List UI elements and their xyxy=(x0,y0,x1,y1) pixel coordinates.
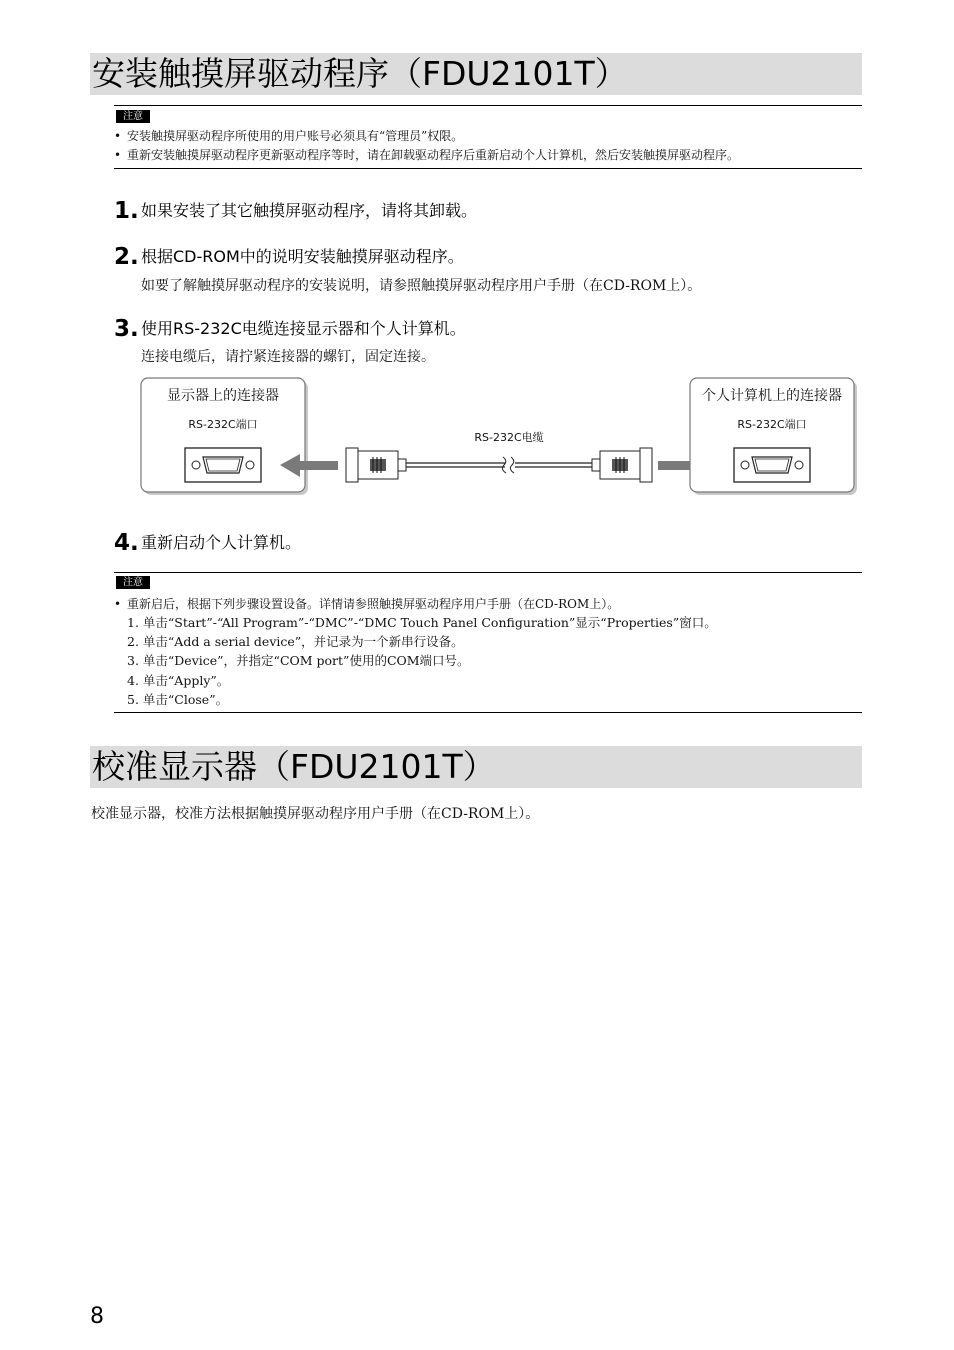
pc-port-label: RS-232C端口 xyxy=(737,418,807,431)
note-bottom-rule xyxy=(114,712,862,713)
step-text: 使用RS-232C电缆连接显示器和个人计算机。 xyxy=(141,319,466,338)
note-subitem: 2. 单击“Add a serial device”，并记录为一个新串行设备。 xyxy=(127,634,464,649)
note-item: • 安装触摸屏驱动程序所使用的用户账号必须具有“管理员”权限。 xyxy=(114,129,464,143)
cable-plug-right-icon xyxy=(592,448,652,482)
monitor-port-label: RS-232C端口 xyxy=(188,418,258,431)
note-item: • 重新启后，根据下列步骤设置设备。详情请参照触摸屏驱动程序用户手册（在CD-ROM上）。 xyxy=(114,597,620,611)
monitor-connector-title: 显示器上的连接器 xyxy=(167,388,279,404)
step-detail: 如要了解触摸屏驱动程序的安装说明，请参照触摸屏驱动程序用户手册（在CD-ROM上）。 xyxy=(141,278,702,294)
note-top-rule xyxy=(114,105,862,106)
step-number: 2. xyxy=(114,244,139,270)
note-subitem: 1. 单击“Start”-“All Program”-“DMC”-“DMC Touch Panel Configuration”显示“Properties”窗口。 xyxy=(127,615,717,630)
step-detail: 连接电缆后，请拧紧连接器的螺钉，固定连接。 xyxy=(141,349,435,365)
step-text: 根据CD-ROM中的说明安装触摸屏驱动程序。 xyxy=(141,247,464,266)
db9-port-icon xyxy=(185,448,261,482)
step-number: 3. xyxy=(114,316,139,342)
step-number: 4. xyxy=(114,530,139,556)
note-badge: 注意 xyxy=(116,576,150,589)
step-text: 如果安装了其它触摸屏驱动程序，请将其卸载。 xyxy=(141,201,478,220)
connection-diagram xyxy=(140,377,860,499)
note-subitem: 5. 单击“Close”。 xyxy=(127,692,229,707)
note-badge: 注意 xyxy=(116,110,150,123)
page-number: 8 xyxy=(90,1304,104,1329)
section-title-install-driver: 安装触摸屏驱动程序（FDU2101T） xyxy=(90,53,862,95)
cable-line xyxy=(406,457,592,473)
monitor-connector-box xyxy=(141,378,308,495)
step-number: 1. xyxy=(114,198,139,224)
note-subitem: 4. 单击“Apply”。 xyxy=(127,673,230,688)
note-item: • 重新安装触摸屏驱动程序更新驱动程序等时，请在卸载驱动程序后重新启动个人计算机，然后安装触摸屏驱动程序。 xyxy=(114,148,740,162)
pc-connector-title: 个人计算机上的连接器 xyxy=(702,388,842,404)
note-subitem: 3. 单击“Device”，并指定“COM port”使用的COM端口号。 xyxy=(127,653,470,668)
step-text: 重新启动个人计算机。 xyxy=(141,533,302,552)
cable-label: RS-232C电缆 xyxy=(474,431,544,444)
section-title-calibrate: 校准显示器（FDU2101T） xyxy=(90,746,862,788)
db9-port-icon xyxy=(734,448,810,482)
cable-plug-left-icon xyxy=(346,448,406,482)
pc-connector-box xyxy=(690,378,857,495)
note-top-rule xyxy=(114,572,862,573)
calibrate-body-text: 校准显示器，校准方法根据触摸屏驱动程序用户手册（在CD-ROM上）。 xyxy=(91,806,540,822)
note-bottom-rule xyxy=(114,168,862,169)
